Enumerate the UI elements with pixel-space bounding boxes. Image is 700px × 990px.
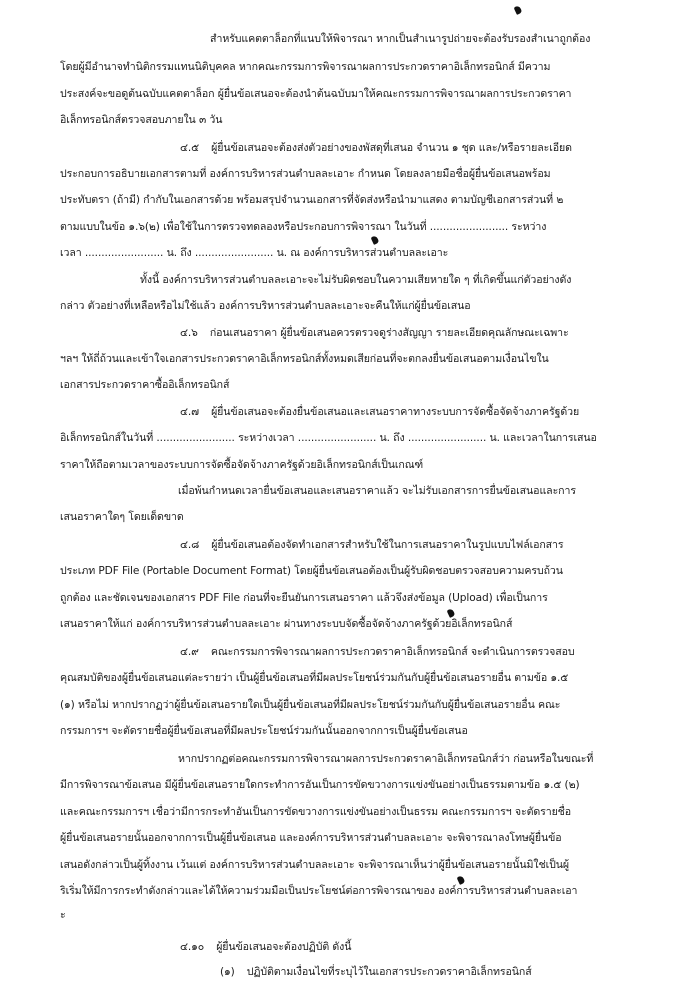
text-line: เอกสารประกวดราคาซื้ออิเล็กทรอนิกส์: [60, 379, 230, 391]
text-line: และคณะกรรมการฯ เชื่อว่ามีการกระทำอันเป็นการขัดขวางการแข่งขันอย่างเป็นธรรม คณะกรรมการฯ จะตัดรายชื่อ: [60, 806, 572, 818]
text-line: อิเล็กทรอนิกส์ตรวจสอบภายใน ๓ วัน: [60, 114, 223, 126]
text-line: ประสงค์จะขอดูต้นฉบับแคตตาล็อก ผู้ยื่นข้อเสนอจะต้องนำต้นฉบับมาให้คณะกรรมการพิจารณาผลการประกวดราคา: [60, 88, 572, 100]
text-line: ถูกต้อง และชัดเจนของเอกสาร PDF File ก่อนที่จะยืนยันการเสนอราคา แล้วจึงส่งข้อมูล (Upload) เพื่อเป็นการ: [60, 592, 548, 604]
clause-4-7: [180, 405, 579, 419]
text-line: ผู้ยื่นข้อเสนอรายนั้นออกจากการเป็นผู้ยื่นข้อเสนอ และองค์การบริหารส่วนตำบลละเอาะ จะพิจารณาลงโทษผู้ยื่นข้อ: [60, 832, 562, 844]
text-line: สำหรับแคตตาล็อกที่แนบให้พิจารณา หากเป็นสำเนารูปถ่ายจะต้องรับรองสำเนาถูกต้อง: [210, 33, 591, 45]
clause-number: ๔.๕: [180, 142, 200, 154]
text-line: ผู้ยื่นข้อเสนอจะต้องปฏิบัติ ดังนี้: [216, 941, 352, 953]
text-line: เสนอดังกล่าวเป็นผู้ทิ้งงาน เว้นแต่ องค์การบริหารส่วนตำบลละเอาะ จะพิจารณาเห็นว่าผู้ยื่นข้อเสนอรายนั้นมิใช่เป็นผู้: [60, 859, 569, 871]
text-line: ผู้ยื่นข้อเสนอจะต้องส่งตัวอย่างของพัสดุที่เสนอ จำนวน ๑ ชุด และ/หรือรายละเอียด: [211, 142, 572, 154]
text-line: ะ: [60, 909, 66, 921]
text-line: หากปรากฏต่อคณะกรรมการพิจารณาผลการประกวดราคาอิเล็กทรอนิกส์ว่า ก่อนหรือในขณะที่: [178, 753, 594, 765]
clause-4-6: [180, 326, 569, 340]
text-line: ประเภท PDF File (Portable Document Format) โดยผู้ยื่นข้อเสนอต้องเป็นผู้รับผิดชอบตรวจสอบความครบถ้วน: [60, 565, 563, 577]
text-line: ตามแบบในข้อ ๑.๖(๒) เพื่อใช้ในการตรวจทดลองหรือประกอบการพิจารณา ในวันที่ ........................ ระหว่าง: [60, 221, 547, 233]
text-line: ประกอบการอธิบายเอกสารตามที่ องค์การบริหารส่วนตำบลละเอาะ กำหนด โดยลงลายมือชื่อผู้ยื่นข้อเสนอพร้อม: [60, 168, 551, 180]
text-line: กรรมการฯ จะตัดรายชื่อผู้ยื่นข้อเสนอที่มีผลประโยชน์ร่วมกันนั้นออกจากการเป็นผู้ยื่นข้อเสนอ: [60, 725, 468, 737]
text-line: เมื่อพ้นกำหนดเวลายื่นข้อเสนอและเสนอราคาแล้ว จะไม่รับเอกสารการยื่นข้อเสนอและการ: [178, 485, 576, 497]
text-line: ทั้งนี้ องค์การบริหารส่วนตำบลละเอาะจะไม่รับผิดชอบในความเสียหายใด ๆ ที่เกิดขึ้นแก่ตัวอย่างดัง: [140, 274, 572, 286]
text-line: ก่อนเสนอราคา ผู้ยื่นข้อเสนอควรตรวจดูร่างสัญญา รายละเอียดคุณลักษณะเฉพาะ: [209, 327, 569, 339]
text-line: ประทับตรา (ถ้ามี) กำกับในเอกสารด้วย พร้อมสรุปจำนวนเอกสารที่จัดส่งหรือนำมาแสดง ตามบัญชีเอกสารส่วนที่ ๒: [60, 194, 564, 206]
text-line: ปฏิบัติตามเงื่อนไขที่ระบุไว้ในเอกสารประกวดราคาอิเล็กทรอนิกส์: [246, 966, 532, 978]
clause-number: (๑): [220, 966, 235, 978]
ink-mark: [371, 235, 380, 245]
text-line: ผู้ยื่นข้อเสนอจะต้องยื่นข้อเสนอและเสนอราคาทางระบบการจัดซื้อจัดจ้างภาครัฐด้วย: [211, 406, 580, 418]
text-line: (๑) หรือไม่ หากปรากฏว่าผู้ยื่นข้อเสนอรายใดเป็นผู้ยื่นข้อเสนอที่มีผลประโยชน์ร่วมกันกับผู้ยื่นข้อเสนอรายอื่น คณะ: [60, 699, 561, 711]
text-line: กล่าว ตัวอย่างที่เหลือหรือไม่ใช้แล้ว องค์การบริหารส่วนตำบลละเอาะจะคืนให้แก่ผู้ยื่นข้อเสนอ: [60, 300, 471, 312]
clause-4-5: [180, 141, 572, 155]
text-line: คุณสมบัติของผู้ยื่นข้อเสนอแต่ละรายว่า เป็นผู้ยื่นข้อเสนอที่มีผลประโยชน์ร่วมกันกับผู้ยื่นข้อเสนอรายอื่น ตามข้อ ๑.๕: [60, 672, 569, 684]
clause-number: ๔.๙: [180, 646, 199, 658]
clause-4-8: [180, 538, 564, 552]
text-line: โดยผู้มีอำนาจทำนิติกรรมแทนนิติบุคคล หากคณะกรรมการพิจารณาผลการประกวดราคาอิเล็กทรอนิกส์ มีความ: [60, 61, 551, 73]
text-line: คณะกรรมการพิจารณาผลการประกวดราคาอิเล็กทรอนิกส์ จะดำเนินการตรวจสอบ: [210, 646, 575, 658]
text-line: เสนอราคาใดๆ โดยเด็ดขาด: [60, 511, 184, 523]
text-line: เสนอราคาให้แก่ องค์การบริหารส่วนตำบลละเอาะ ผ่านทางระบบจัดซื้อจัดจ้างภาครัฐด้วยอิเล็กทรอนิกส์: [60, 618, 513, 630]
clause-number: ๔.๗: [180, 406, 200, 418]
text-line: ฯลฯ ให้ถี่ถ้วนและเข้าใจเอกสารประกวดราคาอิเล็กทรอนิกส์ทั้งหมดเสียก่อนที่จะตกลงยื่นข้อเสนอตามเงื่อนไขใน: [60, 353, 549, 365]
clause-number: ๔.๘: [180, 539, 200, 551]
text-line: ริเริ่มให้มีการกระทำดังกล่าวและได้ให้ความร่วมมือเป็นประโยชน์ต่อการพิจารณาของ องค์การบริหารส่วนตำบลละเอา: [60, 885, 578, 897]
text-line: เวลา ........................ น. ถึง ........................ น. ณ องค์การบริหารส่วนตำบลละเอาะ: [60, 247, 449, 259]
clause-number: ๔.๑๐: [180, 941, 205, 953]
clause-4-10-1: [220, 965, 532, 979]
text-line: มีการพิจารณาข้อเสนอ มีผู้ยื่นข้อเสนอรายใดกระทำการอันเป็นการขัดขวางการแข่งขันอย่างเป็นธรรมตามข้อ ๑.๕ (๒): [60, 779, 580, 791]
ink-mark: [514, 5, 523, 15]
text-line: อิเล็กทรอนิกส์ในวันที่ ........................ ระหว่างเวลา ........................ น. ถึง ........................ น. และเวลาในการเสนอ: [60, 432, 597, 444]
text-line: ราคาให้ถือตามเวลาของระบบการจัดซื้อจัดจ้างภาครัฐด้วยอิเล็กทรอนิกส์เป็นเกณฑ์: [60, 459, 424, 471]
clause-4-10: [180, 940, 351, 954]
clause-number: ๔.๖: [180, 327, 198, 339]
text-line: ผู้ยื่นข้อเสนอต้องจัดทำเอกสารสำหรับใช้ในการเสนอราคาในรูปแบบไฟล์เอกสาร: [211, 539, 564, 551]
clause-4-9: [180, 645, 574, 659]
